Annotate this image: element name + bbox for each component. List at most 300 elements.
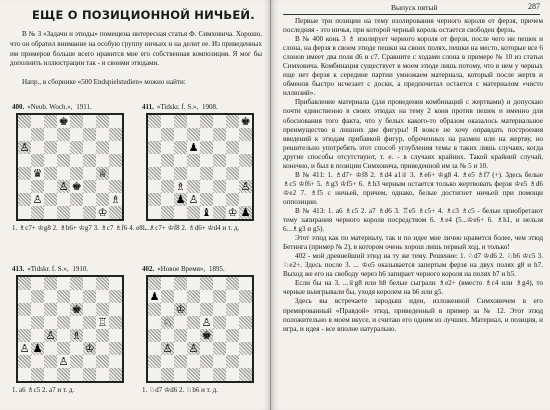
board-square-e1 [70,368,83,381]
board-square-f8 [213,277,226,290]
board-square-b8 [31,277,44,290]
board-square-e3 [70,180,83,193]
board-square-f4 [213,329,226,342]
chess-piece-b3: ♟ [32,342,43,355]
board-square-g2 [96,355,109,368]
board-square-c2 [44,193,57,206]
board-square-c7 [44,290,57,303]
board-square-a6 [18,141,31,154]
chess-piece-e5: ♙ [201,316,212,329]
board-square-f8 [213,115,226,128]
board-square-h5 [109,154,122,167]
board-square-h4 [109,167,122,180]
board-square-h4 [109,329,122,342]
board-square-h6 [239,303,252,316]
board-square-g7 [96,290,109,303]
example-intro: Напр., в сборнике «500 Endspielstudien» можно найти: [22,78,186,86]
body-paragraph: 402 - мой древнейший этюд на ту же тему. Решение: 1. ♘d7 ♔d6 2. ♘b6 ♔c5 3. ♘e2+. Здесь после 3. ... ♔e5 оказывается запертым ферзя на двух полях g8 и h7. Выход же его на свободу через h6 запирает черного короля на полях b7 и h5. [283,252,543,279]
chess-piece-g5: ♖ [97,316,108,329]
board-square-d4 [57,329,70,342]
board-square-h2 [239,193,252,206]
board-square-a1 [148,368,161,381]
board-square-g5 [96,154,109,167]
board-square-g1 [226,368,239,381]
board-square-e7 [70,128,83,141]
board-square-f8 [83,277,96,290]
intro-paragraph: В № 3 «Задачи и этюды» помещена интересная статья Ф. Симховича. Хорошо, что он обратил внимание на особую группу ничьих и на делит ее. Из приведенных им примеров больше всего нравится мне его собственная композиция. Я мог бы дополнить иллюстрации так - и своими этюдами. [10,30,262,68]
board-square-e6 [70,141,83,154]
chess-piece-d6: ♟ [188,141,199,154]
board-square-g1 [226,206,239,219]
body-paragraph: Первые три позиции на тему изолирования черного короля от ферзя, причем последняя - это ничья, при которой черный король остается свободен ферзь. [283,17,543,35]
board-square-f3 [213,342,226,355]
board-square-b1 [161,368,174,381]
board-square-b2 [31,193,44,206]
board-square-d7 [57,290,70,303]
board-square-d6 [187,303,200,316]
board-square-c6 [44,141,57,154]
board-square-c5 [174,316,187,329]
board-square-g7 [226,290,239,303]
board-square-h7 [109,290,122,303]
board-square-a2 [18,193,31,206]
board-square-h7 [109,128,122,141]
board-square-b3 [161,180,174,193]
board-square-a6 [148,303,161,316]
board-square-h1 [239,206,252,219]
board-square-d4 [187,167,200,180]
board-square-a4 [148,329,161,342]
board-square-c1 [174,368,187,381]
board-square-h8 [109,115,122,128]
diagram-caption [142,103,258,113]
board-square-c5 [174,154,187,167]
chess-piece-e4: ♚ [201,329,212,342]
board-square-d3 [57,180,70,193]
board-square-f3 [83,342,96,355]
diagram-number: 413. [12,265,25,273]
board-square-b5 [31,154,44,167]
board-square-b2 [161,193,174,206]
board-square-f4 [83,167,96,180]
body-paragraph: Если бы на 3. ...♕g8 или h8 белые сыграли ♗e2+ (вместо ♗c4 или ♗g4), то черные выигрывали бы, уходя королем на b6 или g5. [283,279,543,297]
board-square-g7 [96,128,109,141]
board-square-h7 [239,128,252,141]
board-square-h4 [239,329,252,342]
board-square-e6 [70,303,83,316]
diagram-source: «Новое Время», [157,265,206,273]
board-square-d7 [57,128,70,141]
board-square-d1 [187,368,200,381]
diagram-source: «Tidskr. f. S.», [27,265,69,273]
board-square-a8 [148,115,161,128]
board-square-c7 [174,128,187,141]
board-square-d8 [57,115,70,128]
chess-board [146,275,254,383]
board-square-g5 [226,154,239,167]
board-square-c4 [44,167,57,180]
board-square-h5 [239,316,252,329]
chess-piece-b5: ♘ [162,316,173,329]
diagram-solution: 1. ♗c7+ ♔f8 2. ♗d6+ ♔d4 и т. д. [142,224,240,232]
board-square-a1 [18,206,31,219]
board-square-g4 [96,329,109,342]
board-square-c2 [44,355,57,368]
board-square-d5 [187,316,200,329]
board-square-a3 [148,342,161,355]
board-square-f7 [83,290,96,303]
board-square-c3 [174,180,187,193]
board-square-b5 [161,154,174,167]
board-square-d6 [187,141,200,154]
board-square-h8 [239,277,252,290]
board-square-c8 [174,277,187,290]
board-square-e3 [200,342,213,355]
left-page [0,0,271,410]
board-square-e1 [70,206,83,219]
board-square-c4 [174,167,187,180]
board-square-a2 [18,355,31,368]
chess-piece-h8: ♚ [240,115,251,128]
board-square-e4 [70,167,83,180]
board-square-c5 [44,316,57,329]
board-square-a2 [148,193,161,206]
board-square-g3 [96,342,109,355]
diagram-number: 411. [142,103,154,111]
board-square-f5 [83,154,96,167]
board-square-f6 [83,141,96,154]
chess-piece-g1: ♔ [97,206,108,219]
board-square-c8 [44,115,57,128]
chess-piece-b4: ♛ [32,167,43,180]
board-square-d2 [187,355,200,368]
board-square-g7 [226,128,239,141]
board-square-h3 [239,342,252,355]
board-square-d1 [187,206,200,219]
chess-piece-a6: ♙ [19,141,30,154]
board-square-g8 [226,115,239,128]
diagram-number: 402. [142,265,155,273]
board-square-e5 [200,316,213,329]
board-square-e2 [200,355,213,368]
diagram-number: 400. [12,103,25,111]
right-page [271,0,550,410]
diagram-caption [142,265,258,275]
board-square-d2 [187,193,200,206]
chess-piece-d3: ♙ [58,180,69,193]
body-paragraph: В № 411: 1. ♗d7+ ♔f8 2. ♗d4 a1♕ 3. ♗e6+ ♔g8 4. ♗e5 ♗f7 (+). Здесь белые ♗c5 ♔f6+ 5. ♗g3 ♔f5+ 6. ♗h3 черным остается только жертвовать ферзя ♔e5 ♗d6 ♔e2 7. ♗f5 с ничьей, причем, однако, белые достигнет ничьей при помощи оппозиции. [283,170,543,206]
board-square-f4 [83,329,96,342]
board-square-h7 [239,290,252,303]
board-square-g4 [226,329,239,342]
diagram-402 [142,265,258,394]
board-square-c3 [44,180,57,193]
board-square-e8 [70,277,83,290]
board-square-c1 [174,206,187,219]
board-square-g5 [226,316,239,329]
board-square-g2 [226,193,239,206]
board-square-g1 [96,368,109,381]
board-square-b2 [31,355,44,368]
board-square-g8 [96,115,109,128]
board-square-g4 [96,167,109,180]
board-square-a3 [18,180,31,193]
board-square-a8 [148,277,161,290]
board-square-c2 [174,355,187,368]
board-square-a8 [18,277,31,290]
board-square-d2 [57,355,70,368]
body-text [283,17,543,334]
board-square-b4 [31,167,44,180]
board-square-g4 [226,167,239,180]
chess-piece-d2: ♙ [58,355,69,368]
board-square-b7 [161,290,174,303]
board-square-d6 [57,303,70,316]
board-square-c8 [44,277,57,290]
board-square-b5 [31,316,44,329]
board-square-e4 [200,167,213,180]
board-square-f2 [83,193,96,206]
board-square-c4 [44,329,57,342]
board-square-b2 [161,355,174,368]
board-square-e8 [200,115,213,128]
board-square-c5 [44,154,57,167]
board-square-b1 [31,206,44,219]
body-paragraph: Здесь вы встречаете зародыш идеи, изложенной Симховичем в его премированный «Правдой» этюд, приведенный в пример за № 12. Этот этюд положительно в моем вкусе, и считаю его одним из лучших. Материал, и позиция, и игра, и идея - все вполне натурально. [283,297,543,333]
diagram-solution: 1. ♗c7+ ♔g8 2. ♗b6+ ♔g7 3. ♗c7 ♗f6 4. e8 … [12,224,152,232]
chess-board [16,275,124,383]
body-paragraph: Этот этюд как по материалу, так и по идее мне лично нравится более, чем этюд Бетинга (пример № 2), в котором очень хорош лишь первый ход, и только! [283,234,543,252]
board-square-g3 [96,180,109,193]
board-square-f2 [213,355,226,368]
board-square-a5 [18,154,31,167]
board-square-a4 [18,329,31,342]
board-square-d1 [57,368,70,381]
chess-piece-f3: ♔ [84,342,95,355]
board-square-f7 [213,290,226,303]
chess-piece-e6: ♚ [71,303,82,316]
board-square-g1 [96,206,109,219]
diagram-411 [142,103,258,232]
board-square-h8 [109,277,122,290]
board-square-b3 [31,342,44,355]
board-square-g3 [226,180,239,193]
page-number: 287 [528,2,540,11]
board-square-a7 [18,128,31,141]
board-square-b7 [161,128,174,141]
board-square-h2 [109,355,122,368]
board-square-b4 [31,329,44,342]
board-square-a3 [148,180,161,193]
board-square-a7 [18,290,31,303]
board-square-g2 [226,355,239,368]
board-square-h5 [109,316,122,329]
page-title: ЕЩЕ О ПОЗИЦИОННОЙ НИЧЬЕЙ. [32,8,255,22]
board-square-b4 [161,167,174,180]
board-square-e3 [70,342,83,355]
board-square-f5 [213,154,226,167]
board-square-d7 [187,128,200,141]
board-square-a1 [18,368,31,381]
board-square-b7 [31,128,44,141]
page-header [283,2,540,15]
board-square-c1 [44,368,57,381]
board-square-a3 [18,342,31,355]
board-square-c7 [44,128,57,141]
board-square-d5 [57,316,70,329]
board-square-e6 [200,303,213,316]
board-square-f4 [213,167,226,180]
board-square-b8 [161,115,174,128]
chess-piece-c6: ♔ [175,303,186,316]
board-square-c3 [44,342,57,355]
board-square-h2 [109,193,122,206]
board-square-a6 [18,303,31,316]
board-square-d7 [187,290,200,303]
board-square-f5 [83,316,96,329]
board-square-f7 [83,128,96,141]
board-square-b1 [31,368,44,381]
board-square-f6 [213,303,226,316]
board-square-h8 [239,115,252,128]
board-square-e1 [200,368,213,381]
chess-piece-c4: ♙ [45,329,56,342]
chess-piece-h3: ♙ [240,180,251,193]
board-square-h3 [109,180,122,193]
diagram-year: 1895. [208,265,225,273]
running-head: Выпуск пятый [391,3,438,12]
diagram-solution: 1. ♘d7 ♔d6 2. ♘b6 и т. д. [142,386,218,394]
board-square-d4 [57,167,70,180]
board-square-e4 [70,329,83,342]
chess-piece-h1: ♟ [240,206,251,219]
board-square-f3 [213,180,226,193]
board-square-f1 [213,368,226,381]
board-square-e3 [200,180,213,193]
board-square-h1 [239,368,252,381]
chess-piece-g1: ♔ [227,206,238,219]
chess-piece-d2: ♙ [188,193,199,206]
board-square-a7 [148,128,161,141]
board-square-b5 [161,316,174,329]
board-square-h5 [239,154,252,167]
board-square-h3 [239,180,252,193]
chess-piece-a7: ♟ [149,290,160,303]
board-square-b8 [31,115,44,128]
chess-board [146,113,254,221]
chess-piece-h2: ♗ [110,193,121,206]
board-square-c3 [174,342,187,355]
board-square-f8 [83,115,96,128]
chess-piece-d3: ♙ [188,342,199,355]
board-square-d2 [57,193,70,206]
board-square-h6 [109,141,122,154]
diagram-source: «Neub. Woch.», [27,103,73,111]
diagram-caption [12,265,128,275]
board-square-d3 [57,342,70,355]
board-square-g2 [96,193,109,206]
board-square-a1 [148,206,161,219]
board-square-f6 [83,303,96,316]
board-square-h3 [109,342,122,355]
board-square-c1 [44,206,57,219]
board-square-d8 [57,277,70,290]
board-square-f2 [213,193,226,206]
body-paragraph: В № 400 конь 3 ♗ изолирует черного короля от ферзя, после чего ни пешек и слона, на ферзя в своем этюде пешки на своих полях, пешки на место, которые все 6 слонов имеет два поля d6 и c7. Сравните с ходами слона в примере № 10 из статьи Симховича. Комбинация существует в моем этюде лишь потому, что в нем у черных еще нет ферзя к середине партии умножаем материала, который после жертв и обменов быстро исчезает с доски, а предпочитал остается с материалом «чисто иллюзий». [283,35,543,98]
board-square-e1 [200,206,213,219]
board-square-a5 [148,316,161,329]
board-square-h1 [109,206,122,219]
board-square-e7 [200,290,213,303]
board-square-h6 [109,303,122,316]
board-square-h4 [239,167,252,180]
board-square-a6 [148,141,161,154]
board-square-d6 [57,141,70,154]
board-square-g3 [226,342,239,355]
board-square-g8 [226,277,239,290]
board-square-b6 [31,141,44,154]
board-square-g5 [96,316,109,329]
board-square-e5 [70,154,83,167]
body-paragraph: Прибавление материала (для проведения комбинаций с жертвами) и допускаю почти единственно в своих этюдах на тему 2 коня против пешек и именно для обоснования того факта, что у белых какого-то образом оказалось материальное преимущество в лишних две фигуры! Я вовсе не хочу оправдать построения введений к этюдам прибавкой фигур, обреченных на размен или на жертву, но решительно употребять этот способ углубления темы в таких лишь случаях, когда другие способы отсутствуют, т. е. - в случаях крайних. Такой крайний случай, конечно, и был в позиции Симховича, приведенной им за № 5 и 10. [283,98,543,170]
diagram-year: 1908. [202,103,218,111]
diagram-year: 1910. [72,265,89,273]
board-square-b4 [161,329,174,342]
diagram-413 [12,265,128,394]
chess-piece-c3: ♗ [175,180,186,193]
board-square-b6 [161,141,174,154]
board-square-h1 [109,368,122,381]
board-square-b7 [31,290,44,303]
board-square-c2 [174,193,187,206]
board-square-c6 [174,141,187,154]
board-square-b3 [161,342,174,355]
board-square-a5 [18,316,31,329]
board-square-d3 [187,180,200,193]
chess-piece-d8: ♚ [58,115,69,128]
board-square-d8 [187,115,200,128]
board-square-f1 [213,206,226,219]
board-square-e8 [70,115,83,128]
board-square-h2 [239,355,252,368]
board-square-e7 [200,128,213,141]
board-square-d3 [187,342,200,355]
board-square-a5 [148,154,161,167]
board-square-e5 [70,316,83,329]
board-square-b8 [161,277,174,290]
board-square-a2 [148,355,161,368]
board-square-e4 [200,329,213,342]
board-square-g6 [96,303,109,316]
diagram-solution: 1. a6 ♗c5 2. a7 и т. д. [12,386,75,394]
board-square-e2 [70,355,83,368]
chess-piece-c2: ♟ [175,193,186,206]
body-paragraph: В № 413: 1. a6 ♗c5 2. a7 ♗d6 3. ♖e5 ♗c5+ 4. ♗c3 ♗c5 - белые приобретают тему запирания черного короля посредством 6. ♗e4 (5...♔e6+ 6. ♗h1, и нельзя 6...♗g3 и g5). [283,206,543,234]
board-square-c4 [174,329,187,342]
board-square-a8 [18,115,31,128]
chess-piece-e3: ♚ [71,180,82,193]
board-square-b6 [161,303,174,316]
diagram-caption [12,103,128,113]
board-square-c7 [174,290,187,303]
board-square-a7 [148,290,161,303]
board-square-e5 [200,154,213,167]
board-square-f1 [83,206,96,219]
board-square-f1 [83,368,96,381]
board-square-d4 [187,329,200,342]
chess-piece-g4: ♕ [97,167,108,180]
board-square-g8 [96,277,109,290]
